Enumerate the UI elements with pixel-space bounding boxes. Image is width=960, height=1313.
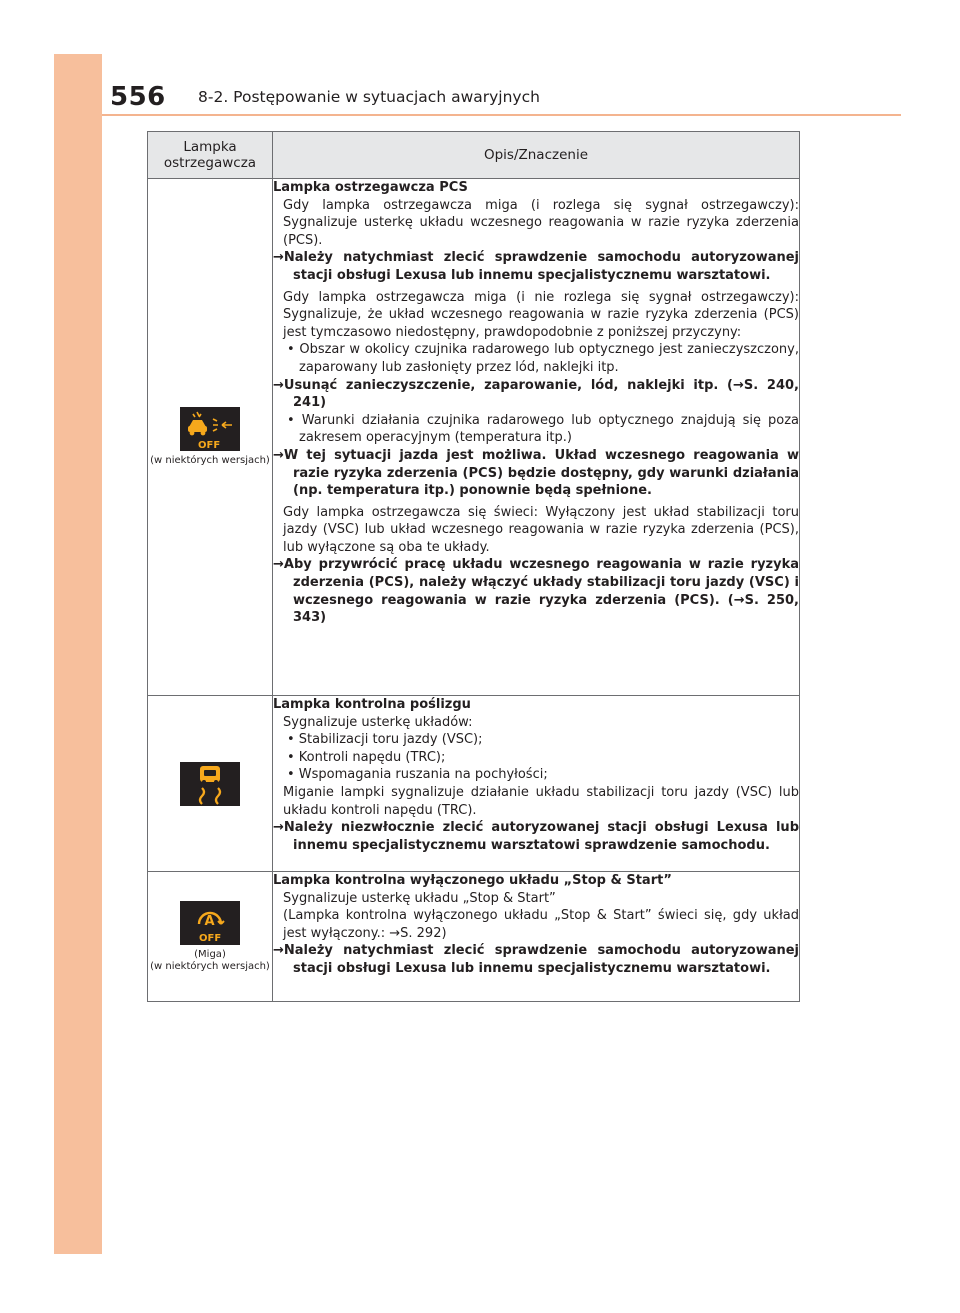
bullet-item: • Obszar w okolicy czujnika radarowego lub optycznego jest zanieczyszczony, zaparowany lub zasłonięty przez lód, naklejki itp. <box>287 342 799 375</box>
table-row <box>148 179 800 696</box>
bullet-item: • Warunki działania czujnika radarowego lub optycznego znajdują się poza zakresem operacyjnym (temperatura itp.) <box>287 412 799 446</box>
column-header-description: Opis/Znaczenie <box>273 132 800 179</box>
action-line: →W tej sytuacji jazda jest możliwa. Układ wczesnego reagowania w razie ryzyka zderzenia (PCS) będzie dostępny, gdy warunki działania (np. temperatura itp.) ponownie będą spełnione. <box>273 447 799 499</box>
svg-text:OFF: OFF <box>199 932 222 944</box>
pcs-off-warning-icon <box>180 407 240 451</box>
paragraph: Miganie lampki sygnalizuje działanie układu stabilizacji toru jazdy (VSC) lub układu kontroli napędu (TRC). <box>283 784 799 818</box>
icon-cell <box>148 179 273 696</box>
slip-indicator-icon <box>180 762 240 806</box>
row-title: Lampka kontrolna poślizgu <box>273 697 471 712</box>
table-row <box>148 872 800 1002</box>
bullet-item: • Stabilizacji toru jazdy (VSC); <box>287 732 483 748</box>
bullet-item: • Wspomagania ruszania na pochyłości; <box>287 767 548 783</box>
action-line: →Należy natychmiast zlecić sprawdzenie samochodu autoryzowanej stacji obsługi Lexusa lub innemu specjalistycznemu warsztatowi. <box>273 943 799 976</box>
paragraph: Gdy lampka ostrzegawcza miga (i rozlega się sygnał ostrzegawczy): Sygnalizuje usterkę układu wczesnego reagowania w razie ryzyka zderzenia (PCS). <box>283 197 799 248</box>
row-title: Lampka kontrolna wyłączonego układu „Stop & Start” <box>273 873 672 888</box>
icon-note: (w niektórych wersjach) <box>150 455 270 466</box>
page-number: 556 <box>110 82 166 112</box>
paragraph: (Lampka kontrolna wyłączonego układu „Stop & Start” świeci się, gdy układ jest wyłączony.: →S. 292) <box>283 908 799 941</box>
icon-note <box>148 949 272 973</box>
action-line: →Należy natychmiast zlecić sprawdzenie samochodu autoryzowanej stacji obsługi Lexusa lub innemu specjalistycznemu warsztatowi. <box>273 250 799 283</box>
icon-note-flash: (Miga) <box>194 948 226 960</box>
icon-cell <box>148 696 273 872</box>
action-line: →Aby przywrócić pracę układu wczesnego reagowania w razie ryzyka zderzenia (PCS), należy włączyć układy stabilizacji toru jazdy (VSC) i wczesnego reagowania w razie ryzyka zderzenia (PCS). (→S. 250, 343) <box>273 557 799 626</box>
action-line: →Usunąć zanieczyszczenie, zaparowanie, lód, naklejki itp. (→S. 240, 241) <box>273 377 799 411</box>
paragraph: Sygnalizuje usterkę układów: <box>283 714 473 730</box>
description-cell <box>273 872 800 1002</box>
description-cell <box>273 696 800 872</box>
chapter-tab <box>54 54 102 1254</box>
column-header-lamp: Lampka ostrzegawcza <box>148 132 273 179</box>
table-header-row <box>148 132 800 179</box>
icon-cell <box>148 872 273 1002</box>
svg-text:A: A <box>204 913 215 929</box>
warning-lights-table <box>147 131 800 1002</box>
icon-note-versions: (w niektórych wersjach) <box>150 960 270 972</box>
paragraph: Gdy lampka ostrzegawcza miga (i nie rozlega się sygnał ostrzegawczy): Sygnalizuje, że układ wczesnego reagowania w razie ryzyka zderzenia (PCS) jest tymczasowo niedostępny, prawdopodobnie z poniższej przyczyny: <box>283 289 799 340</box>
header-rule <box>102 114 901 116</box>
row-title: Lampka ostrzegawcza PCS <box>273 180 468 195</box>
stop-start-off-icon <box>180 901 240 945</box>
action-line: →Należy niezwłocznie zlecić autoryzowanej stacji obsługi Lexusa lub innemu specjalistycznemu warsztatowi sprawdzenie samochodu. <box>273 820 799 853</box>
table-row <box>148 696 800 872</box>
paragraph: Gdy lampka ostrzegawcza się świeci: Wyłączony jest układ stabilizacji toru jazdy (VSC) lub układ wczesnego reagowania w razie ryzyka zderzenia (PCS), lub wyłączone są oba te układy. <box>283 504 799 555</box>
bullet-item: • Kontroli napędu (TRC); <box>287 749 446 765</box>
description-cell <box>273 179 800 696</box>
section-title: 8-2. Postępowanie w sytuacjach awaryjnych <box>198 88 540 106</box>
paragraph: Sygnalizuje usterkę układu „Stop & Start” <box>283 890 556 906</box>
svg-text:OFF: OFF <box>198 440 221 451</box>
